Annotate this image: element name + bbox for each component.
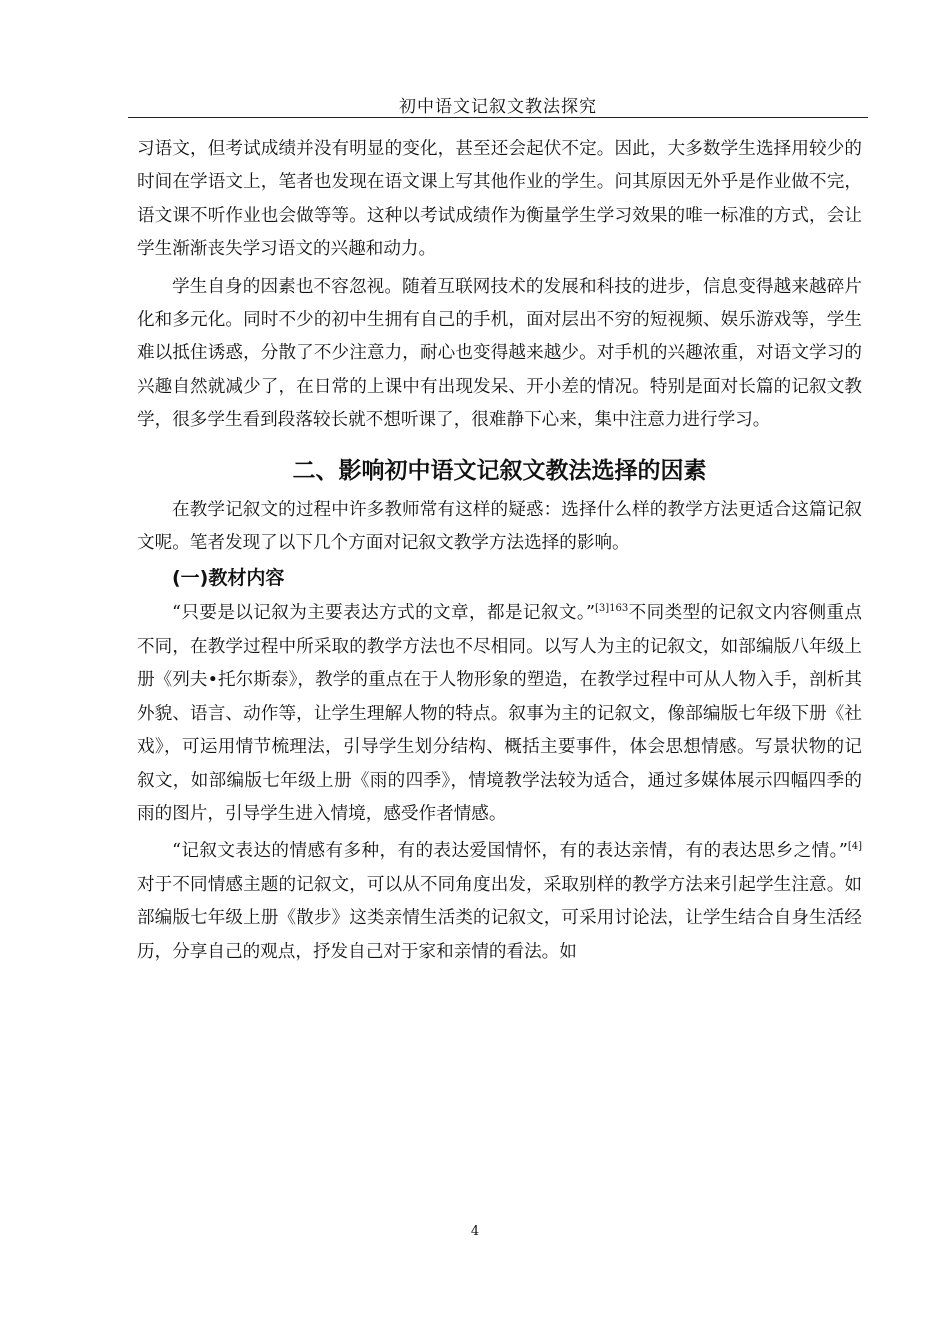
section-heading: 二、影响初中语文记叙文教法选择的因素 bbox=[292, 457, 707, 484]
page-body bbox=[137, 133, 862, 969]
paragraph: 学生自身的因素也不容忽视。随着互联网技术的发展和科技的进步，信息变得越来越碎片化和多元化。同时不少的初中生拥有自己的手机，面对层出不穷的短视频、娱乐游戏等，学生难以抵住诱惑，分散了不少注意力，耐心也变得越来越少。对手机的兴趣浓重，对语文学习的兴趣自然就减少了，在日常的上课中有出现发呆、开小差的情况。特别是面对长篇的记叙文教学，很多学生看到段落较长就不想听课了，很难静下心来，集中注意力进行学习。 bbox=[137, 276, 862, 431]
quote-text: “记叙文表达的情感有多种，有的表达爱国情怀，有的表达亲情，有的表达思乡之情。” bbox=[172, 841, 848, 862]
page-number: 4 bbox=[470, 1224, 480, 1239]
paragraph: 在教学记叙文的过程中许多教师常有这样的疑惑：选择什么样的教学方法更适合这篇记叙文呢。笔者发现了以下几个方面对记叙文教学方法选择的影响。 bbox=[137, 499, 862, 554]
citation-marker: [3]163 bbox=[595, 603, 629, 615]
running-header: 初中语文记叙文教法探究 bbox=[399, 97, 597, 117]
paragraph-continued: 习语文，但考试成绩并没有明显的变化，甚至还会起伏不定。因此，大多数学生选择用较少的时间在学语文上，笔者也发现在语文课上写其他作业的学生。问其原因无外乎是作业做不完，语文课不听作业也会做等等。这种以考试成绩作为衡量学生学习效果的唯一标准的方式，会让学生渐渐丧失学习语文的兴趣和动力。 bbox=[137, 139, 862, 260]
quote-text: “只要是以记叙为主要表达方式的文章，都是记叙文。” bbox=[172, 603, 596, 624]
paragraph bbox=[137, 597, 862, 831]
paragraph-text: 不同类型的记叙文内容侧重点不同，在教学过程中所采取的教学方法也不尽相同。以写人为主的记叙文，如部编版八年级上册《列夫•托尔斯泰》，教学的重点在于人物形象的塑造，在教学过程中可从人物入手，剖析其外貌、语言、动作等，让学生理解人物的特点。叙事为主的记叙文，像部编版七年级下册《社戏》，可运用情节梳理法，引导学生划分结构、概括主要事件，体会思想情感。写景状物的记叙文，如部编版七年级上册《雨的四季》，情境教学法较为适合，通过多媒体展示四幅四季的雨的图片，引导学生进入情境，感受作者情感。 bbox=[137, 603, 862, 824]
subsection-heading: (一)教材内容 bbox=[172, 567, 285, 590]
paragraph-text: 对于不同情感主题的记叙文，可以从不同角度出发，采取别样的教学方法来引起学生注意。如部编版七年级上册《散步》这类亲情生活类的记叙文，可采用讨论法，让学生结合自身生活经历，分享自己的观点，抒发自己对于家和亲情的看法。如 bbox=[137, 874, 862, 962]
citation-marker: [4] bbox=[847, 841, 862, 853]
header-divider bbox=[128, 117, 868, 118]
paragraph bbox=[137, 835, 862, 969]
